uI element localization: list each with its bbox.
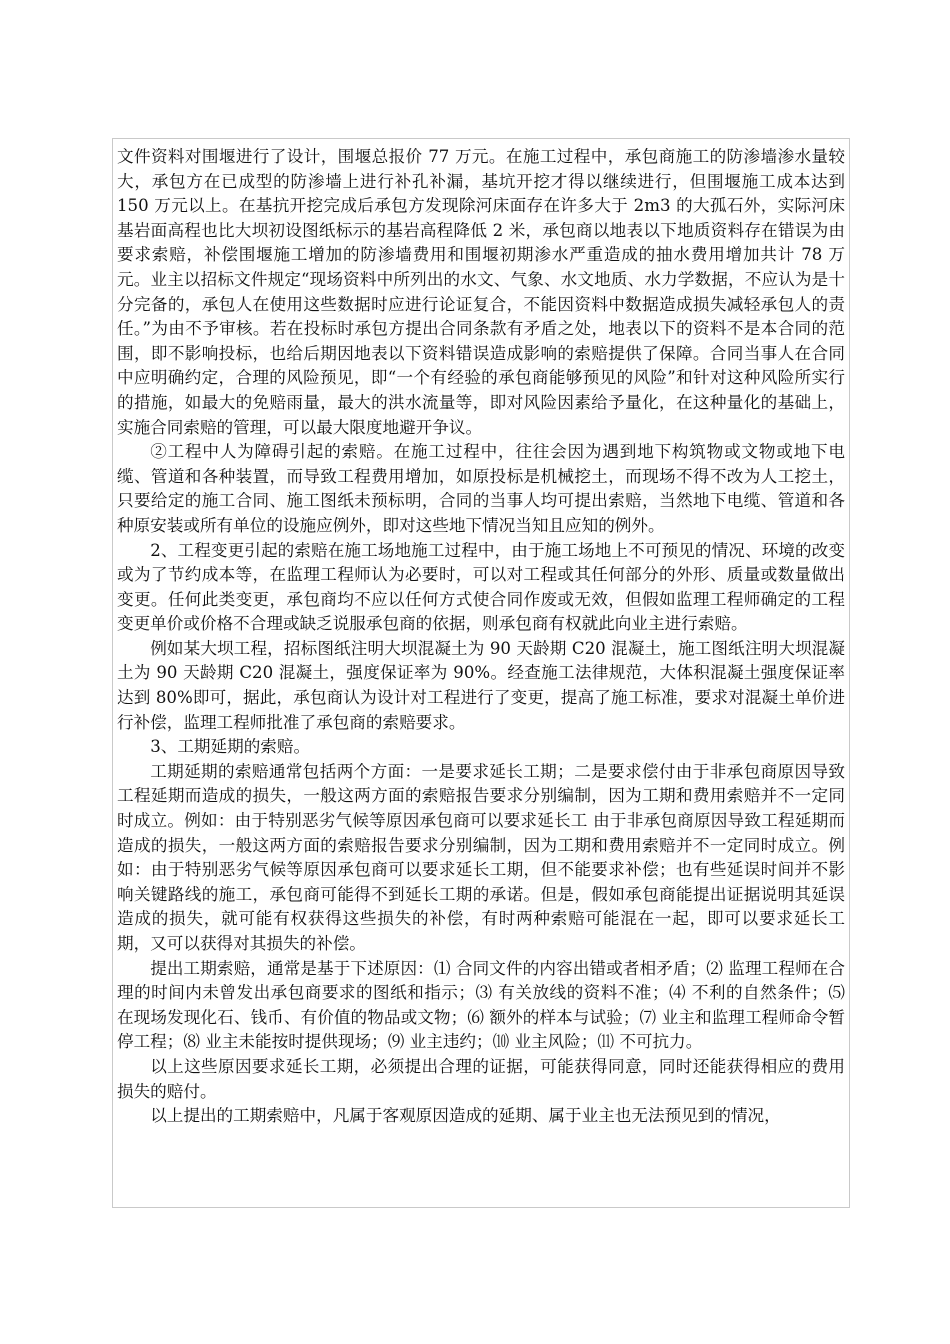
paragraph-delay-aspects: 工期延期的索赔通常包括两个方面：一是要求延长工期；二是要求偿付由于非承包商原因导致工程延期而造成的损失，一般这两方面的索赔报告要求分别编制，因为工期和费用索赔并不一定同时成立。例如：由于特别恶劣气候等原因承包商可以要求延长工 由于非承包商原因导致工程延期而造成的损失，一般这两方面的索赔报告要求分别编制，因为工期和费用索赔并不一定同时成立。例如：由于特别恶劣气候等原因承包商可以要求延长工期，但不能要求补偿；也有些延误时间并不影响关键路线的施工，承包商可能得不到延长工期的承诺。但是，假如承包商能提出证据说明其延误造成的损失，就可能有权获得这些损失的补偿，有时两种索赔可能混在一起，即可以要求延长工期，又可以获得对其损失的补偿。 [117, 761, 845, 953]
paragraph-change-claim: 2、工程变更引起的索赔在施工场地施工过程中，由于施工场地上不可预见的情况、环境的改变或为了节约成本等，在监理工程师认为必要时，可以对工程或其任何部分的外形、质量或数量做出变更。任何此类变更，承包商均不应以任何方式使合同作废或无效，但假如监理工程师确定的工程变更单价或价格不合理或缺乏说服承包商的依据，则承包商有权就此向业主进行索赔。 [117, 540, 845, 634]
heading-delay-claim: 3、工期延期的索赔。 [150, 737, 311, 757]
paragraph-delay-objective: 以上提出的工期索赔中，凡属于客观原因造成的延期、属于业主也无法预见到的情况， [150, 1106, 781, 1126]
paragraph-delay-reasons: 提出工期索赔，通常是基于下述原因：⑴ 合同文件的内容出错或者相矛盾；⑵ 监理工程师在合理的时间内未曾发出承包商要求的图纸和指示；⑶ 有关放线的资料不准；⑷ 不利的自然条件；⑸ 在现场发现化石、钱币、有价值的物品或文物；⑹ 额外的样本与试验；⑺ 业主和监理工程师命令暂停工程；⑻ 业主未能按时提供现场；⑼ 业主违约；⑽ 业主风险；⑾ 不可抗力。 [117, 958, 845, 1052]
document-body [117, 145, 845, 1129]
paragraph-delay-evidence: 以上这些原因要求延长工期，必须提出合理的证据，可能获得同意，同时还能获得相应的费用损失的赔付。 [117, 1056, 845, 1101]
paragraph-obstacle-claim: ②工程中人为障碍引起的索赔。在施工过程中，往往会因为遇到地下构筑物或文物或地下电缆、管道和各种装置，而导致工程费用增加，如原投标是机械挖土，而现场不得不改为人工挖土，只要给定的施工合同、施工图纸未预标明，合同的当事人均可提出索赔，当然地下电缆、管道和各种原安装或所有单位的设施应例外，即对这些地下情况当知且应知的例外。 [117, 442, 845, 535]
paragraph-dam-example: 例如某大坝工程，招标图纸注明大坝混凝土为 90 天龄期 C20 混凝土，施工图纸注明大坝混凝土为 90 天龄期 C20 混凝土，强度保证率为 90%。经查施工法律规范，大体积混凝土强度保证率达到 80%即可，据此，承包商认为设计对工程进行了变更，提高了施工标准，要求对混凝土单价进行补偿，监理工程师批准了承包商的索赔要求。 [117, 638, 845, 732]
paragraph-geology-claim: 文件资料对围堰进行了设计，围堰总报价 77 万元。在施工过程中，承包商施工的防渗墙渗水量较大，承包方在已成型的防渗墙上进行补孔补漏，基坑开挖才得以继续进行，但围堰施工成本达到 150 万元以上。在基抗开挖完成后承包方发现除河床面存在许多大于 2m3 的大孤石外，实际河床基岩面高程也比大坝初设图纸标示的基岩高程降低 2 米，承包商以地表以下地质资料存在错误为由要求索赔，补偿围堰施工增加的防渗墙费用和围堰初期渗水严重造成的抽水费用增加共计 78 万元。业主以招标文件规定“现场资料中所列出的水文、气象、水文地质、水力学数据，不应认为是十分完备的，承包人在使用这些数据时应进行论证复合，不能因资料中数据造成损失减轻承包人的责任。”为由不予审核。若在投标时承包方提出合同条款有矛盾之处，地表以下的资料不是本合同的范围，即不影响投标，也给后期因地表以下资料错误造成影响的索赔提供了保障。合同当事人在合同中应明确约定，合理的风险预见，即“一个有经验的承包商能够预见的风险”和针对这种风险所实行的措施，如最大的免赔雨量，最大的洪水流量等，即对风险因素给予量化，在这种量化的基础上，实施合同索赔的管理，可以最大限度地避开争议。 [117, 147, 845, 437]
page-frame [112, 138, 850, 1208]
